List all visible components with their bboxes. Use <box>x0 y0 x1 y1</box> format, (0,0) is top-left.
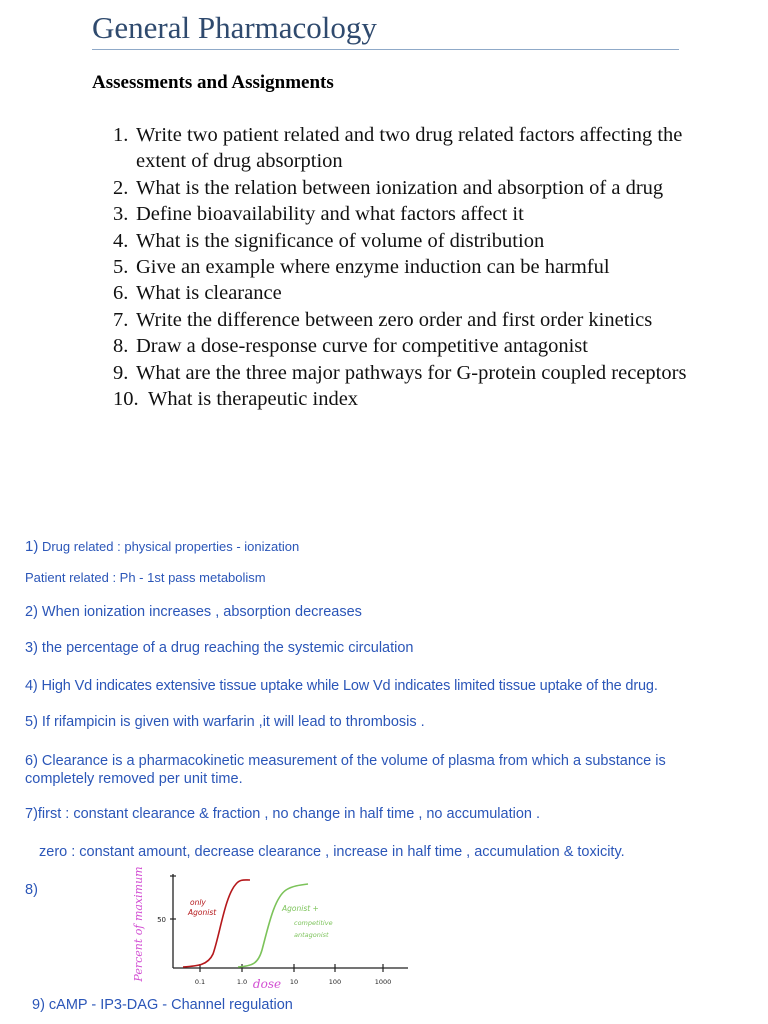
question-text: Write two patient related and two drug related factors affecting the extent of drug absorption <box>136 124 683 173</box>
question-item <box>113 228 713 254</box>
question-number: 10. <box>113 388 139 411</box>
answer-9: 9) cAMP - IP3-DAG - Channel regulation <box>32 997 293 1013</box>
question-item <box>113 122 713 175</box>
answer-6: 6) Clearance is a pharmacokinetic measurement of the volume of plasma from which a substance is completely removed per unit time. <box>25 753 666 787</box>
question-number: 7. <box>113 308 129 331</box>
x-tick-label: 0.1 <box>194 978 206 986</box>
antagonist-label-line2: competitive <box>294 919 333 927</box>
answer-5: 5) If rifampicin is given with warfarin ,it will lead to thrombosis . <box>25 714 425 730</box>
page-title: General Pharmacology <box>92 10 377 45</box>
answer-4: 4) High Vd indicates extensive tissue uptake while Low Vd indicates limited tissue uptake of the drug. <box>25 678 658 694</box>
question-item <box>113 307 713 333</box>
x-tick-label: 10 <box>289 978 299 986</box>
question-item <box>113 280 713 306</box>
x-tick-label: 100 <box>328 978 342 986</box>
question-number: 3. <box>113 203 129 226</box>
question-number: 9. <box>113 361 129 384</box>
question-item <box>113 175 713 201</box>
section-subtitle: Assessments and Assignments <box>92 72 334 93</box>
y-axis-label: Percent of maximum <box>132 866 145 982</box>
question-number: 1. <box>113 124 129 146</box>
question-item <box>113 201 713 227</box>
x-axis-label: dose <box>252 977 282 991</box>
question-item <box>113 360 713 386</box>
question-text: What is clearance <box>136 282 282 305</box>
answer-7-first: 7)first : constant clearance & fraction , no change in half time , no accumulation . <box>25 806 541 822</box>
question-number: 5. <box>113 256 129 279</box>
answer-1-text: Drug related : physical properties - ionization <box>41 539 300 554</box>
question-text: Draw a dose-response curve for competitive antagonist <box>136 335 588 358</box>
question-number: 2. <box>113 176 129 199</box>
x-tick-label: 1000 <box>374 978 392 986</box>
question-item <box>113 386 713 412</box>
question-number: 6. <box>113 282 129 305</box>
title-underline <box>92 49 679 50</box>
question-text: What is the significance of volume of distribution <box>136 229 545 252</box>
x-tick-label: 1.0 <box>236 978 248 986</box>
agonist-curve <box>183 880 250 967</box>
agonist-label-line2: Agonist <box>188 908 217 917</box>
agonist-label-line1: only <box>190 898 206 907</box>
answer-1-number: 1) <box>25 538 39 555</box>
question-text: What is therapeutic index <box>148 388 359 411</box>
y-tick-label: 50 <box>157 916 166 924</box>
question-item <box>113 254 713 280</box>
answer-8: 8) <box>25 882 38 898</box>
question-item <box>113 333 713 359</box>
question-text: Define bioavailability and what factors affect it <box>136 203 524 226</box>
question-text: What is the relation between ionization and absorption of a drug <box>136 176 664 199</box>
answer-3: 3) the percentage of a drug reaching the systemic circulation <box>25 640 414 656</box>
question-text: Write the difference between zero order and first order kinetics <box>136 308 653 331</box>
question-number: 4. <box>113 229 129 252</box>
question-number: 8. <box>113 335 129 358</box>
answer-7-zero: zero : constant amount, decrease clearance , increase in half time , accumulation & toxicity. <box>39 844 625 860</box>
x-ticks <box>195 964 391 986</box>
question-text: What are the three major pathways for G-protein coupled receptors <box>136 361 687 384</box>
answer-1-drug <box>25 538 299 555</box>
answer-1-patient: Patient related : Ph - 1st pass metabolism <box>25 570 266 585</box>
dose-response-sketch <box>128 866 418 994</box>
question-text: Give an example where enzyme induction can be harmful <box>136 256 610 279</box>
answer-2: 2) When ionization increases , absorption decreases <box>25 604 362 620</box>
question-list <box>113 122 713 412</box>
antagonist-label-line3: antagonist <box>294 931 329 939</box>
antagonist-label-line1: Agonist + <box>282 904 319 913</box>
